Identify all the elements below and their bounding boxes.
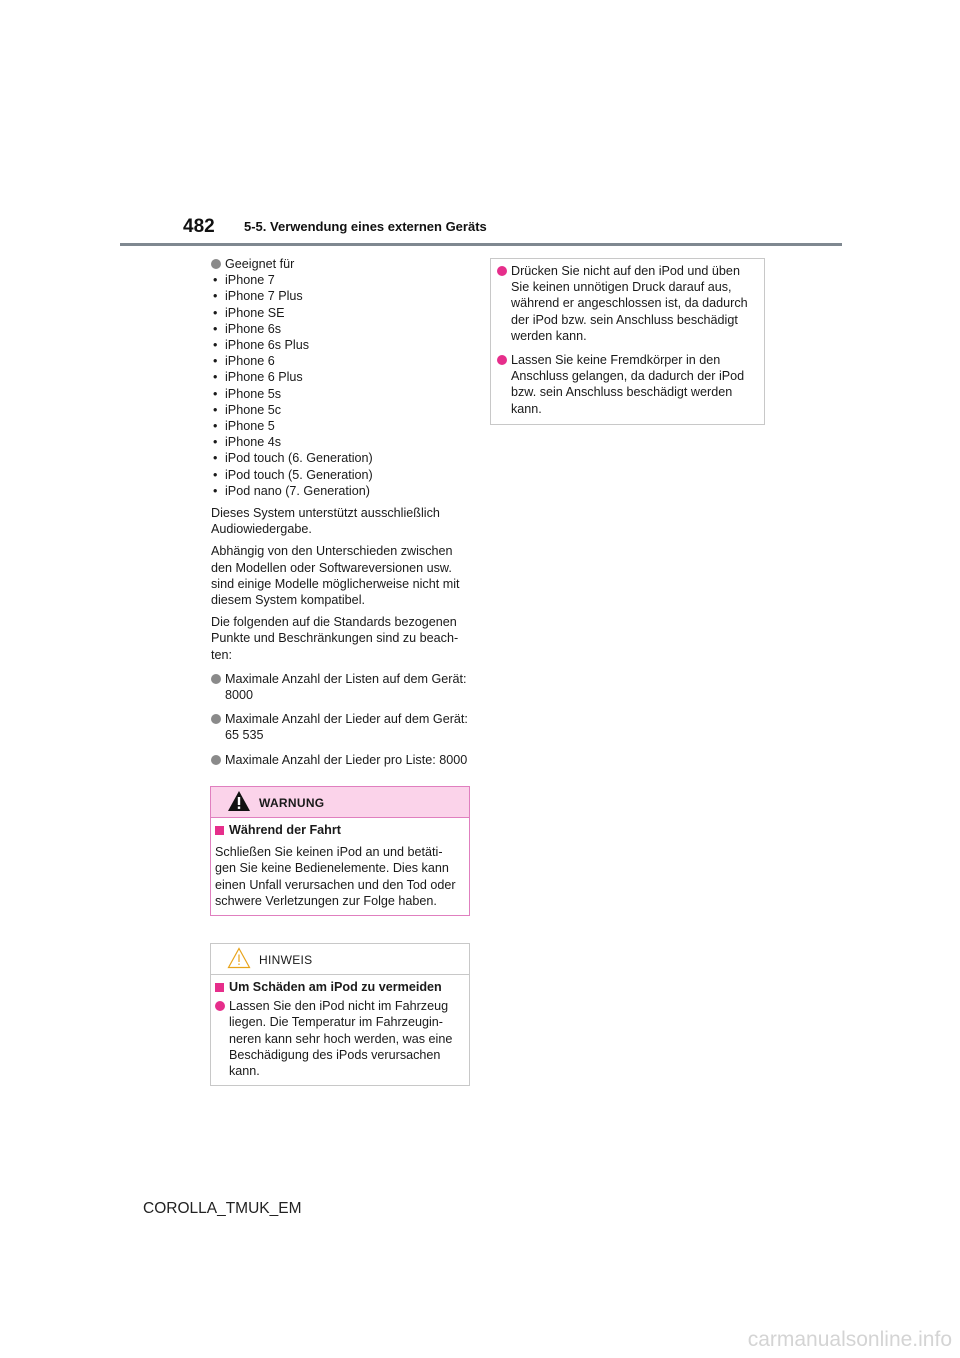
device-item: • iPhone 4s bbox=[211, 434, 471, 450]
suitable-heading: Geeignet für bbox=[225, 257, 295, 271]
warning-triangle-icon bbox=[227, 790, 251, 812]
warning-box bbox=[210, 786, 470, 916]
bullet-icon bbox=[211, 259, 221, 269]
notice-item: Lassen Sie den iPod nicht im Fahrzeug liegen. Die Temperatur im Fahrzeugin-neren kann sehr hoch werden, was eine Beschädigung des iPods verursachen kann. bbox=[215, 998, 461, 1079]
right-item: Lassen Sie keine Fremdkörper in den Anschluss gelangen, da dadurch der iPod bzw. sein Anschluss beschädigt werden kann. bbox=[497, 352, 756, 417]
bullet-icon bbox=[211, 674, 221, 684]
notice-box bbox=[210, 943, 470, 1086]
warning-header bbox=[211, 787, 469, 818]
device-item: • iPhone 5 bbox=[211, 418, 471, 434]
paragraph-audio: Dieses System unterstützt ausschließlich Audiowiedergabe. bbox=[211, 506, 440, 537]
square-bullet-icon bbox=[215, 983, 224, 992]
right-item: Drücken Sie nicht auf den iPod und üben Sie keinen unnötigen Druck darauf aus, während er angeschlossen ist, da dadurch der iPod bzw. sein Anschluss beschädigt werden kann. bbox=[497, 263, 756, 344]
footer-code: COROLLA_TMUK_EM bbox=[143, 1200, 302, 1217]
notice-label: HINWEIS bbox=[259, 953, 313, 967]
device-item: • iPhone 6 bbox=[211, 353, 471, 369]
right-notice-box bbox=[490, 258, 765, 425]
paragraph-compatibility: Abhängig von den Unterschieden zwischen den Modellen oder Softwareversionen usw. sind einige Modelle möglicherweise nicht mit diesem System kompatibel. bbox=[211, 544, 460, 608]
device-item: • iPhone 6s bbox=[211, 321, 471, 337]
device-item: • iPhone 7 bbox=[211, 272, 471, 288]
device-item: • iPhone 5s bbox=[211, 386, 471, 402]
limit-item: Maximale Anzahl der Lieder pro Liste: 8000 bbox=[211, 752, 471, 768]
bullet-icon bbox=[215, 1001, 225, 1011]
bullet-icon bbox=[211, 714, 221, 724]
device-item: • iPhone 6 Plus bbox=[211, 369, 471, 385]
device-item: • iPhone 5c bbox=[211, 402, 471, 418]
device-item: • iPhone SE bbox=[211, 305, 471, 321]
paragraph-standards: Die folgenden auf die Standards bezogenen Punkte und Beschränkungen sind zu beach-ten: bbox=[211, 615, 459, 662]
suitable-devices-item bbox=[211, 256, 471, 272]
notice-header bbox=[211, 944, 469, 975]
device-item: • iPhone 6s Plus bbox=[211, 337, 471, 353]
warning-subheading: Während der Fahrt bbox=[215, 822, 461, 838]
warning-label: WARNUNG bbox=[259, 796, 325, 810]
section-title: 5-5. Verwendung eines externen Geräts bbox=[244, 219, 487, 234]
header-rule bbox=[120, 243, 842, 246]
device-item: • iPhone 7 Plus bbox=[211, 288, 471, 304]
device-item: • iPod touch (6. Generation) bbox=[211, 450, 471, 466]
page-number: 482 bbox=[183, 216, 215, 237]
notice-subheading: Um Schäden am iPod zu vermeiden bbox=[215, 979, 461, 995]
device-item: • iPod nano (7. Generation) bbox=[211, 483, 471, 499]
warning-body bbox=[211, 818, 469, 915]
bullet-icon bbox=[497, 266, 507, 276]
notice-body bbox=[211, 975, 469, 1085]
device-item: • iPod touch (5. Generation) bbox=[211, 467, 471, 483]
bullet-icon bbox=[497, 355, 507, 365]
square-bullet-icon bbox=[215, 826, 224, 835]
watermark: carmanualsonline.info bbox=[747, 1328, 952, 1351]
left-column bbox=[211, 256, 471, 768]
limit-item: Maximale Anzahl der Listen auf dem Gerät: 8000 bbox=[211, 671, 471, 703]
warning-text: Schließen Sie keinen iPod an und betäti-gen Sie keine Bedienelemente. Dies kann einen Unfall verursachen und den Tod oder schwere Verletzungen zur Folge haben. bbox=[215, 845, 456, 908]
limit-item: Maximale Anzahl der Lieder auf dem Gerät: 65 535 bbox=[211, 711, 471, 743]
device-list bbox=[211, 272, 471, 499]
notice-triangle-icon bbox=[227, 947, 251, 969]
bullet-icon bbox=[211, 755, 221, 765]
